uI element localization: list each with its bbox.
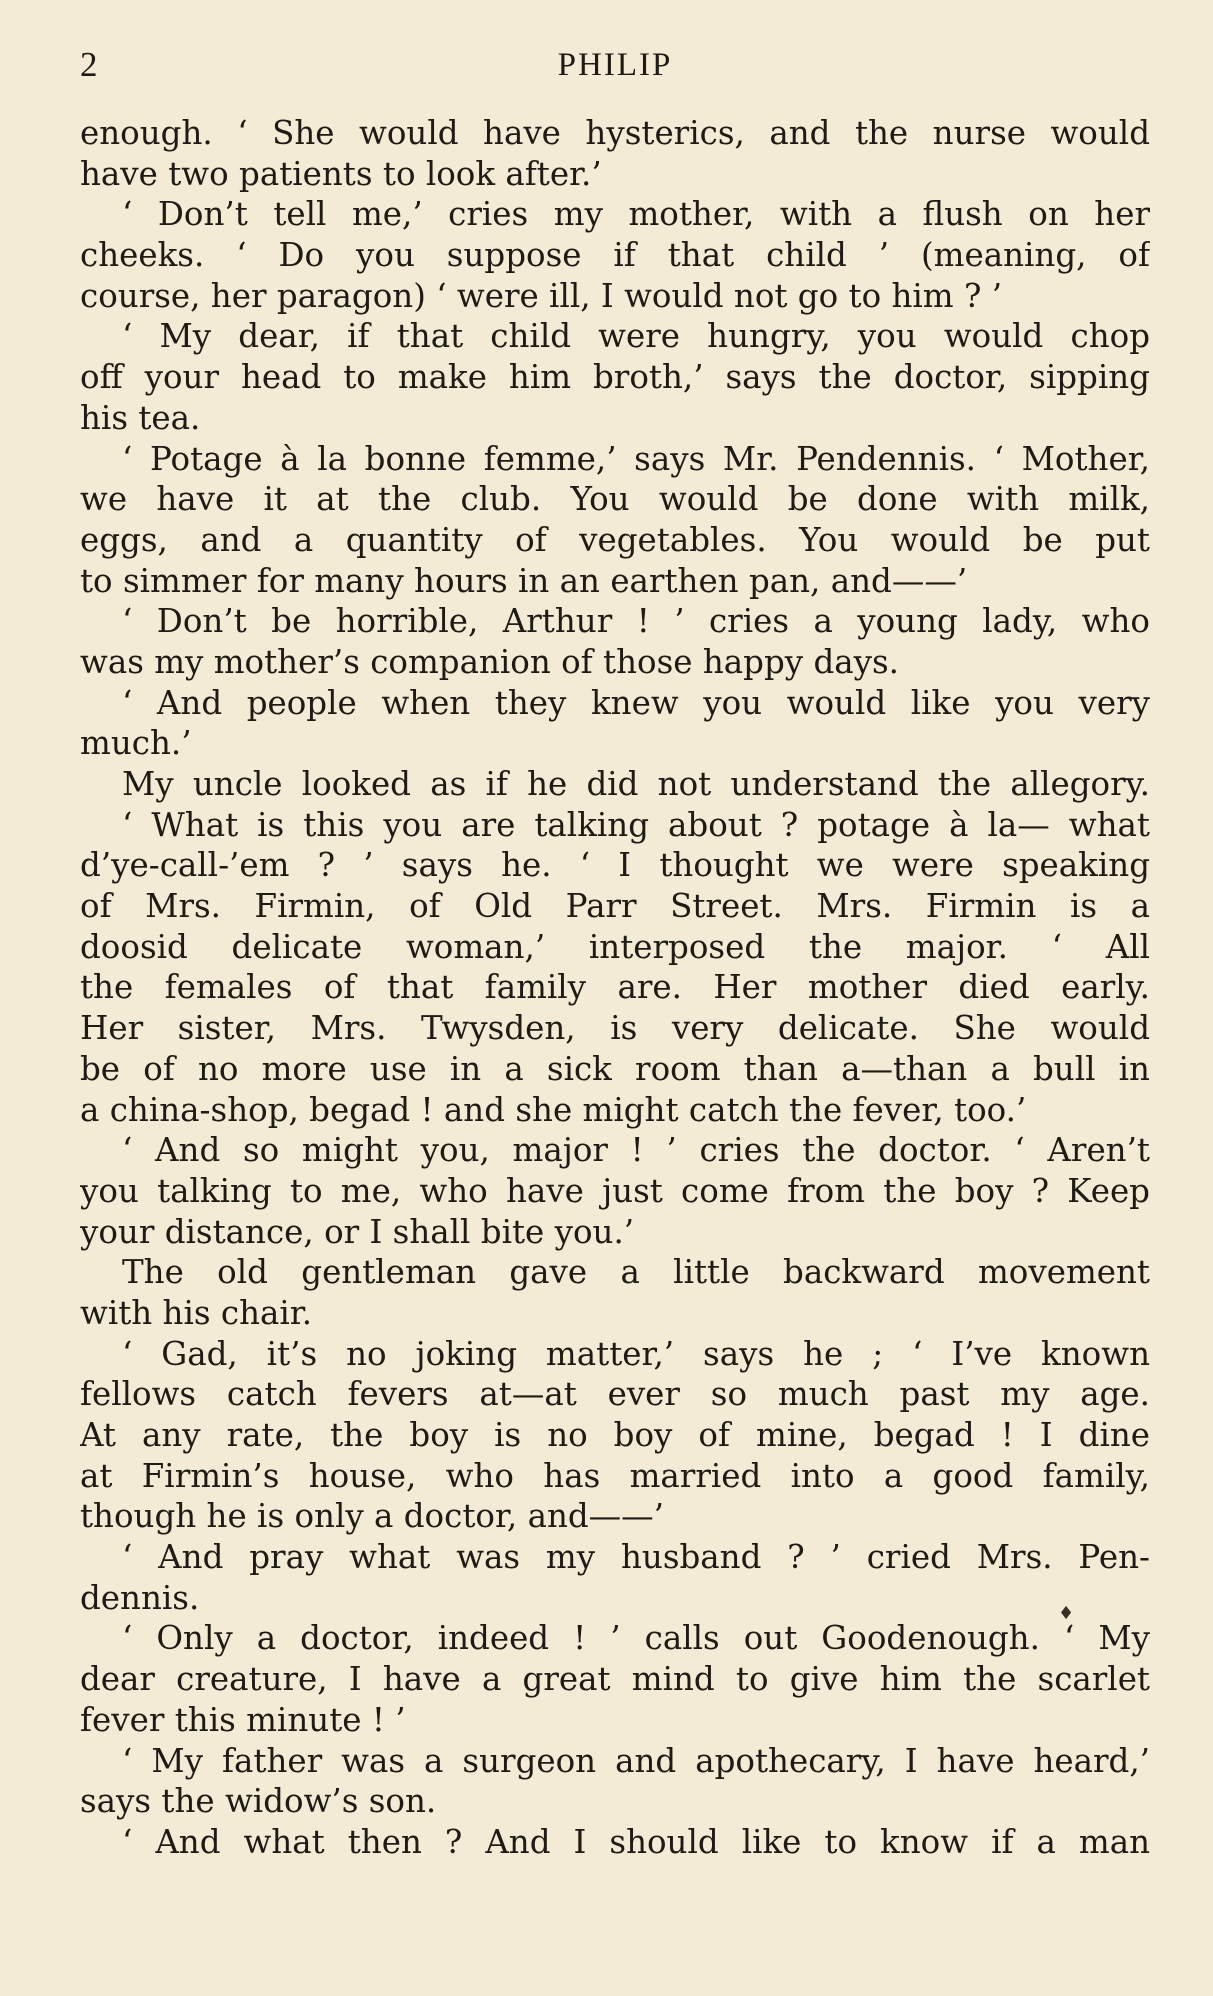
text-line: ‘ Gad, it’s no joking matter,’ says he ; ‘ I’ve known [122,1334,1150,1373]
text-line: to simmer for many hours in an earthen pan, and——’ [80,561,968,600]
text-line: your distance, or I shall bite you.’ [80,1212,635,1251]
text-line: ‘ My dear, if that child were hungry, you would chop [122,317,1150,356]
text-line: his tea. [80,398,201,437]
running-head: PHILIP [557,47,673,83]
text-line: off your head to make him broth,’ says the doctor, sipping [80,358,1150,397]
text-line: we have it at the club. You would be done with milk, [80,480,1150,519]
text-line: ‘ And so might you, major ! ’ cries the doctor. ‘ Aren’t [122,1131,1150,1170]
text-line: course, her paragon) ‘ were ill, I would not go to him ? ’ [80,276,1003,315]
text-line: be of no more use in a sick room than a—than a bull in [80,1049,1150,1088]
text-line: ‘ Don’t be horrible, Arthur ! ’ cries a young lady, who [122,602,1150,641]
ink-mark: ♦ [1058,1603,1075,1624]
body-text [80,113,1150,1863]
text-line: d’ye-call-’em ? ’ says he. ‘ I thought we were speaking [80,846,1150,885]
text-line: ‘ And people when they knew you would like you very [122,683,1150,722]
text-line: of Mrs. Firmin, of Old Parr Street. Mrs. Firmin is a [80,887,1150,926]
text-line: dennis. [80,1578,200,1617]
text-line: you talking to me, who have just come from the boy ? Keep [80,1171,1150,1210]
text-line: much.’ [80,724,192,763]
text-line: have two patients to look after.’ [80,154,602,193]
text-line: though he is only a doctor, and——’ [80,1497,665,1536]
text-line: My uncle looked as if he did not understand the allegory. [122,765,1150,803]
text-line: doosid delicate woman,’ interposed the major. ‘ All [80,927,1150,966]
text-line: dear creature, I have a great mind to give him the scarlet [80,1660,1150,1699]
text-line: at Firmin’s house, who has married into a good family, [80,1456,1150,1495]
text-line: with his chair. [80,1293,313,1332]
page-number: 2 [80,45,98,84]
text-line: ‘ What is this you are talking about ? potage à la— what [122,805,1150,844]
text-line: eggs, and a quantity of vegetables. You would be put [80,520,1150,559]
text-line: fellows catch fevers at—at ever so much past my age. [80,1375,1150,1414]
text-line: fever this minute ! ’ [80,1700,406,1739]
text-line: ‘ Potage à la bonne femme,’ says Mr. Pendennis. ‘ Mother, [122,439,1150,478]
text-line: At any rate, the boy is no boy of mine, begad ! I dine [80,1416,1150,1454]
page-header [80,40,1150,90]
text-line: ‘ My father was a surgeon and apothecary, I have heard,’ [122,1741,1150,1780]
text-line: a china-shop, begad ! and she might catch the fever, too.’ [80,1090,1027,1129]
text-line: ‘ And what then ? And I should like to know if a man [122,1822,1150,1861]
text-line: The old gentleman gave a little backward movement [122,1253,1150,1292]
text-line: cheeks. ‘ Do you suppose if that child ’ (meaning, of [80,236,1150,275]
text-line: Her sister, Mrs. Twysden, is very delicate. She would [80,1009,1150,1048]
text-line: enough. ‘ She would have hysterics, and the nurse would [80,114,1150,152]
text-line: was my mother’s companion of those happy days. [80,642,900,681]
text-line: the females of that family are. Her mother died early. [80,968,1150,1007]
text-line: ‘ Only a doctor, indeed ! ’ calls out Goodenough. ‘ My [122,1619,1150,1658]
text-line: says the widow’s son. [80,1782,437,1821]
text-line: ‘ Don’t tell me,’ cries my mother, with a flush on her [122,195,1150,234]
text-line: ‘ And pray what was my husband ? ’ cried Mrs. Pen- [122,1538,1150,1577]
